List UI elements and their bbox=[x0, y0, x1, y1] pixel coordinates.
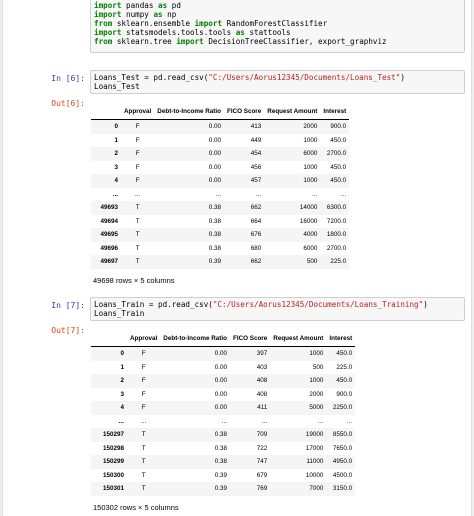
table-row bbox=[91, 242, 349, 256]
output-prompt: Out[6]: bbox=[51, 99, 85, 108]
row-index: 49696 bbox=[100, 244, 118, 252]
table-cell-interest: 6300.0 bbox=[326, 204, 347, 212]
column-header: Debt-to-Income Ratio bbox=[160, 331, 230, 347]
table-cell-approval: F bbox=[141, 350, 146, 358]
table-cell-fico: 679 bbox=[256, 471, 268, 479]
table-cell-dti: 0.38 bbox=[214, 431, 227, 439]
code-line bbox=[94, 19, 461, 28]
code-line bbox=[94, 37, 461, 46]
column-header: Debt-to-Income Ratio bbox=[154, 104, 224, 120]
table-cell-dti: 0.00 bbox=[208, 136, 221, 144]
input-prompt: In [6]: bbox=[51, 74, 85, 83]
column-header: FICO Score bbox=[230, 331, 270, 347]
table-cell-approval: T bbox=[141, 444, 146, 452]
table-cell-interest: 8550.0 bbox=[332, 431, 353, 439]
code-text: ) bbox=[400, 73, 405, 82]
code-line bbox=[94, 1, 461, 10]
table-cell-approval: F bbox=[135, 177, 140, 185]
table-cell-approval: F bbox=[135, 150, 140, 158]
code-editor-7[interactable] bbox=[90, 297, 465, 321]
table-cell-dti: 0.38 bbox=[214, 444, 227, 452]
row-index: 150300 bbox=[102, 471, 124, 479]
table-row bbox=[91, 120, 349, 134]
table-cell-req: 16000 bbox=[299, 217, 318, 225]
input-prompt: In [7]: bbox=[51, 301, 85, 310]
table-cell-dti: 0.38 bbox=[214, 458, 227, 466]
table-cell-dti: 0.39 bbox=[214, 485, 227, 493]
table-cell-approval: T bbox=[141, 485, 146, 493]
table-cell-approval: T bbox=[135, 258, 140, 266]
column-header: Request Amount bbox=[264, 104, 320, 120]
table-row bbox=[91, 215, 349, 229]
code-keyword: import bbox=[94, 28, 122, 37]
code-keyword: import bbox=[94, 1, 122, 10]
table-cell-fico: 403 bbox=[256, 363, 268, 371]
code-editor-imports[interactable] bbox=[90, 0, 465, 53]
row-index: 49697 bbox=[100, 258, 118, 266]
column-header: Approval bbox=[127, 331, 160, 347]
code-text: Loans_Test = pd.read_csv( bbox=[94, 73, 209, 82]
table-cell-req: 5000 bbox=[309, 404, 324, 412]
code-text: Loans_Test bbox=[94, 82, 140, 91]
table-cell-dti: 0.00 bbox=[208, 150, 221, 158]
table-cell-fico: 408 bbox=[256, 390, 268, 398]
table-cell-interest: 450.0 bbox=[330, 163, 347, 171]
table-cell-req: 2000 bbox=[303, 123, 318, 131]
row-index: 4 bbox=[120, 404, 124, 412]
dataframe-shape: 49698 rows × 5 columns bbox=[93, 276, 175, 285]
table-row bbox=[91, 361, 355, 375]
row-index: 1 bbox=[120, 363, 124, 371]
table-cell-interest: 2250.0 bbox=[332, 404, 353, 412]
table-cell-dti: ... bbox=[221, 417, 227, 425]
table-cell-fico: 408 bbox=[256, 377, 268, 385]
code-keyword: as bbox=[153, 10, 163, 19]
code-text: pandas bbox=[121, 1, 159, 10]
table-cell-interest: 450.0 bbox=[336, 350, 353, 358]
code-text: ) bbox=[423, 300, 428, 309]
table-cell-req: 1000 bbox=[309, 377, 324, 385]
table-cell-dti: 0.38 bbox=[208, 244, 221, 252]
table-cell-req: 1000 bbox=[303, 163, 318, 171]
row-index: 49693 bbox=[100, 204, 118, 212]
table-cell-req: 14000 bbox=[299, 204, 318, 212]
table-header-row bbox=[91, 104, 349, 120]
table-cell-req: 17000 bbox=[305, 444, 324, 452]
code-string: "C:/Users/Aorus12345/Documents/Loans_Test" bbox=[208, 73, 401, 82]
row-index: 150298 bbox=[102, 444, 124, 452]
table-cell-approval: T bbox=[135, 217, 140, 225]
table-row bbox=[91, 428, 355, 442]
table-row bbox=[91, 255, 349, 269]
code-text: numpy bbox=[121, 10, 154, 19]
table-row bbox=[91, 415, 355, 429]
table-cell-interest: 450.0 bbox=[330, 136, 347, 144]
table-cell-interest: 225.0 bbox=[336, 363, 353, 371]
table-cell-fico: 449 bbox=[250, 136, 262, 144]
table-cell-fico: 397 bbox=[256, 350, 268, 358]
row-index: 2 bbox=[114, 150, 118, 158]
table-cell-fico: 664 bbox=[250, 217, 262, 225]
table-row bbox=[91, 188, 349, 202]
table-cell-req: 7000 bbox=[309, 485, 324, 493]
table-cell-fico: ... bbox=[262, 417, 268, 425]
column-header: FICO Score bbox=[224, 104, 264, 120]
table-cell-req: 2000 bbox=[309, 390, 324, 398]
table-cell-approval: F bbox=[135, 163, 140, 171]
table-cell-fico: 411 bbox=[257, 404, 268, 412]
code-string: "C:/Users/Aorus12345/Documents/Loans_Training" bbox=[212, 300, 424, 309]
code-keyword: import bbox=[94, 10, 122, 19]
code-text: stattools bbox=[244, 28, 291, 37]
table-cell-approval: F bbox=[141, 390, 146, 398]
table-cell-dti: 0.00 bbox=[214, 350, 227, 358]
table-cell-fico: 676 bbox=[250, 231, 262, 239]
table-cell-interest: 2700.0 bbox=[326, 244, 347, 252]
table-cell-approval: ... bbox=[135, 190, 141, 198]
index-header bbox=[91, 331, 127, 347]
table-cell-fico: 662 bbox=[250, 258, 262, 266]
notebook-panel bbox=[2, 0, 472, 516]
code-text: Loans_Train = pd.read_csv( bbox=[94, 300, 213, 309]
table-cell-req: 500 bbox=[306, 258, 318, 266]
table-cell-interest: 2700.0 bbox=[326, 150, 347, 158]
row-index: 49694 bbox=[100, 217, 118, 225]
code-line bbox=[94, 10, 461, 19]
row-index: 0 bbox=[114, 123, 118, 131]
table-cell-dti: 0.39 bbox=[214, 471, 227, 479]
table-row bbox=[91, 347, 355, 361]
table-cell-fico: 769 bbox=[256, 485, 268, 493]
table-cell-req: 500 bbox=[312, 363, 324, 371]
table-cell-interest: 4500.0 bbox=[332, 471, 353, 479]
table-cell-dti: 0.38 bbox=[208, 204, 221, 212]
row-index: 49695 bbox=[100, 231, 118, 239]
table-row bbox=[91, 174, 349, 188]
table-cell-dti: 0.00 bbox=[214, 363, 227, 371]
row-index: 1 bbox=[114, 136, 118, 144]
table-cell-approval: ... bbox=[141, 417, 147, 425]
code-text: pd bbox=[167, 1, 181, 10]
row-index: 150301 bbox=[102, 485, 124, 493]
table-cell-fico: 454 bbox=[250, 150, 262, 158]
table-cell-fico: 456 bbox=[250, 163, 262, 171]
table-cell-req: 1000 bbox=[309, 350, 324, 358]
code-text: DecisionTreeClassifier, export_graphviz bbox=[203, 37, 387, 46]
table-cell-dti: 0.00 bbox=[214, 404, 227, 412]
table-cell-req: ... bbox=[318, 417, 324, 425]
table-cell-approval: T bbox=[135, 244, 140, 252]
row-index: 2 bbox=[120, 377, 124, 385]
column-header: Request Amount bbox=[270, 331, 326, 347]
table-cell-interest: 225.0 bbox=[330, 258, 347, 266]
row-index: 150299 bbox=[102, 458, 124, 466]
table-cell-approval: F bbox=[135, 136, 140, 144]
code-text: sklearn.ensemble bbox=[112, 19, 195, 28]
table-cell-interest: 3150.0 bbox=[332, 485, 353, 493]
output-prompt: Out[7]: bbox=[51, 326, 85, 335]
table-row bbox=[91, 147, 349, 161]
table-row bbox=[91, 442, 355, 456]
row-index: ... bbox=[118, 417, 124, 425]
table-cell-req: 10000 bbox=[305, 471, 324, 479]
table-cell-fico: 662 bbox=[250, 204, 262, 212]
table-cell-interest: ... bbox=[340, 190, 347, 198]
table-cell-req: 6000 bbox=[303, 244, 318, 252]
table-cell-req: 19000 bbox=[305, 431, 324, 439]
code-text: sklearn.tree bbox=[112, 37, 177, 46]
table-cell-dti: 0.00 bbox=[208, 177, 221, 185]
table-cell-fico: 709 bbox=[256, 431, 268, 439]
table-row bbox=[91, 482, 355, 496]
table-row bbox=[91, 201, 349, 215]
table-cell-interest: 450.0 bbox=[336, 377, 353, 385]
table-cell-interest: 900.0 bbox=[330, 123, 347, 131]
code-text: statsmodels.tools.tools bbox=[121, 28, 236, 37]
table-cell-dti: 0.00 bbox=[208, 163, 221, 171]
table-cell-fico: 680 bbox=[250, 244, 262, 252]
code-text: np bbox=[162, 10, 177, 19]
code-keyword: as bbox=[235, 28, 245, 37]
dataframe-shape: 150302 rows × 5 columns bbox=[93, 503, 179, 512]
row-index: 4 bbox=[114, 177, 118, 185]
table-cell-approval: T bbox=[135, 231, 140, 239]
table-cell-dti: ... bbox=[215, 190, 221, 198]
dataframe-table bbox=[91, 331, 355, 496]
table-cell-fico: 457 bbox=[250, 177, 262, 185]
table-cell-req: 1000 bbox=[303, 177, 318, 185]
table-cell-dti: 0.00 bbox=[214, 390, 227, 398]
table-row bbox=[91, 455, 355, 469]
row-index: ... bbox=[112, 190, 118, 198]
table-cell-interest: ... bbox=[346, 417, 353, 425]
code-text: Loans_Train bbox=[94, 309, 145, 318]
table-cell-req: 1000 bbox=[303, 136, 318, 144]
table-header-row bbox=[91, 331, 355, 347]
table-cell-fico: 722 bbox=[256, 444, 268, 452]
table-row bbox=[91, 469, 355, 483]
table-cell-req: 6000 bbox=[303, 150, 318, 158]
code-keyword: import bbox=[176, 37, 204, 46]
table-cell-interest: 7650.0 bbox=[332, 444, 353, 452]
table-cell-fico: ... bbox=[256, 190, 262, 198]
table-cell-dti: 0.38 bbox=[208, 231, 221, 239]
table-cell-fico: 413 bbox=[250, 123, 262, 131]
code-keyword: import bbox=[194, 19, 223, 28]
table-cell-approval: T bbox=[141, 471, 146, 479]
table-cell-dti: 0.39 bbox=[208, 258, 221, 266]
code-text: RandomForestClassifier bbox=[222, 19, 328, 28]
table-cell-approval: T bbox=[141, 431, 146, 439]
table-cell-approval: F bbox=[135, 123, 140, 131]
table-cell-dti: 0.00 bbox=[214, 377, 227, 385]
row-index: 0 bbox=[120, 350, 124, 358]
column-header: Interest bbox=[320, 104, 349, 120]
table-row bbox=[91, 374, 355, 388]
table-cell-req: 11000 bbox=[306, 458, 324, 466]
table-cell-approval: F bbox=[141, 377, 146, 385]
table-cell-req: ... bbox=[312, 190, 318, 198]
table-cell-approval: T bbox=[135, 204, 140, 212]
table-row bbox=[91, 228, 349, 242]
table-row bbox=[91, 161, 349, 175]
table-cell-interest: 900.0 bbox=[336, 390, 353, 398]
row-index: 3 bbox=[114, 163, 118, 171]
table-cell-interest: 4950.0 bbox=[332, 458, 353, 466]
table-cell-req: 4000 bbox=[303, 231, 318, 239]
table-cell-dti: 0.00 bbox=[208, 123, 221, 131]
column-header: Approval bbox=[121, 104, 154, 120]
table-cell-interest: 7200.0 bbox=[326, 217, 347, 225]
table-row bbox=[91, 388, 355, 402]
code-keyword: from bbox=[94, 19, 113, 28]
table-cell-dti: 0.38 bbox=[208, 217, 221, 225]
code-editor-6[interactable] bbox=[90, 70, 465, 94]
column-header: Interest bbox=[326, 331, 355, 347]
table-cell-approval: F bbox=[141, 404, 146, 412]
code-keyword: as bbox=[158, 1, 168, 10]
table-cell-interest: 1800.0 bbox=[326, 231, 347, 239]
table-cell-interest: 450.0 bbox=[330, 177, 347, 185]
table-row bbox=[91, 401, 355, 415]
code-line bbox=[94, 28, 461, 37]
row-index: 3 bbox=[120, 390, 124, 398]
table-cell-approval: F bbox=[141, 363, 146, 371]
table-cell-approval: T bbox=[141, 458, 146, 466]
table-row bbox=[91, 134, 349, 148]
dataframe-table bbox=[91, 104, 349, 269]
table-cell-fico: 747 bbox=[256, 458, 268, 466]
code-keyword: from bbox=[94, 37, 113, 46]
index-header bbox=[91, 104, 121, 120]
row-index: 150297 bbox=[102, 431, 124, 439]
